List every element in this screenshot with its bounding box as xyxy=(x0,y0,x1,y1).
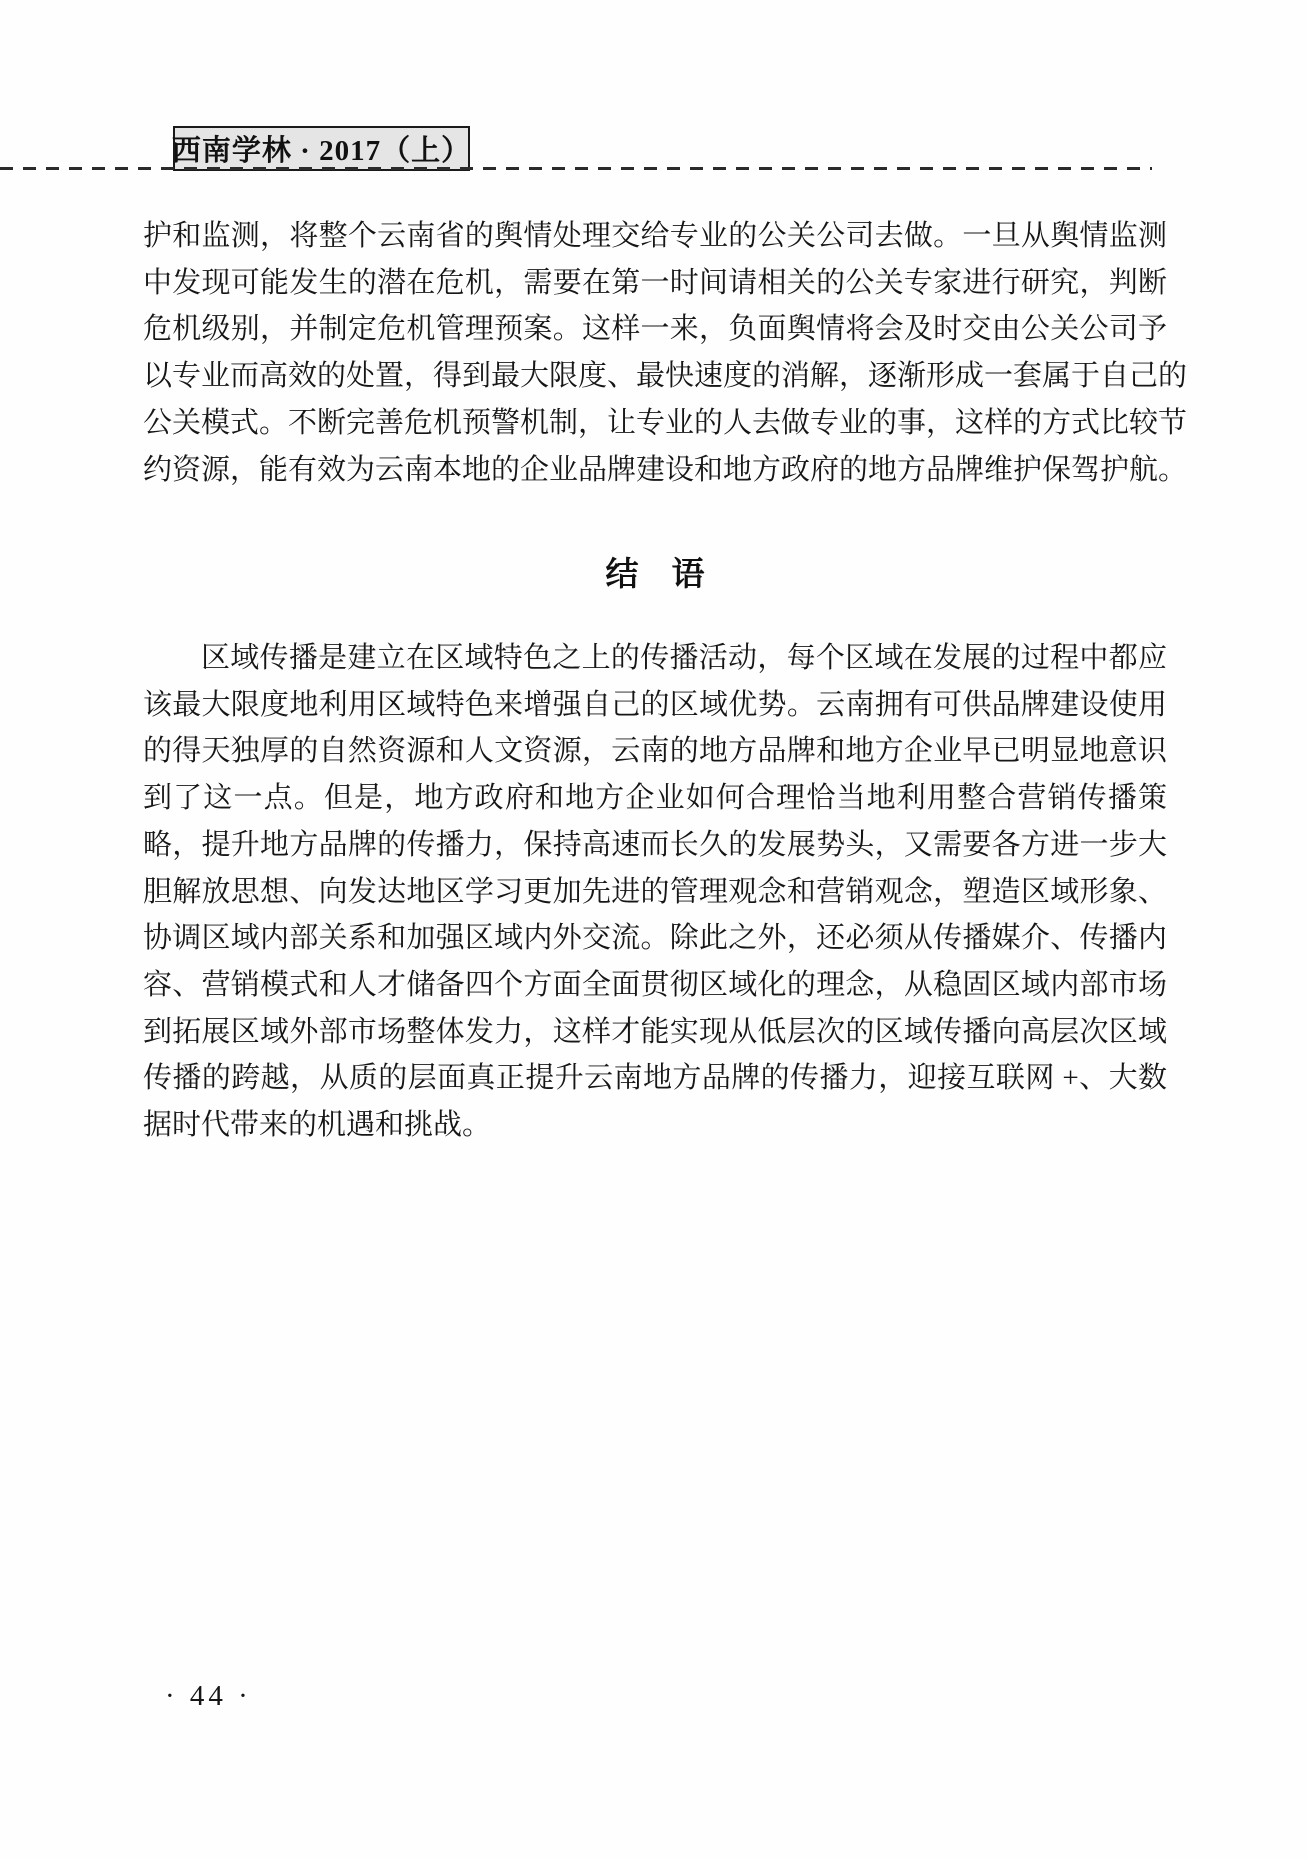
paragraph-continuation xyxy=(143,213,1188,493)
text-line: 危机级别，并制定危机管理预案。这样一来，负面舆情将会及时交由公关公司予 xyxy=(143,313,1167,346)
text-line: 胆解放思想、向发达地区学习更加先进的管理观念和营销观念，塑造区域形象、 xyxy=(143,875,1167,908)
journal-header-box xyxy=(173,126,470,171)
text-line: 公关模式。不断完善危机预警机制，让专业的人去做专业的事，这样的方式比较节 xyxy=(143,406,1188,439)
text-line: 据时代带来的机遇和挑战。 xyxy=(143,1109,492,1142)
text-line: 该最大限度地利用区域特色来增强自己的区域优势。云南拥有可供品牌建设使用 xyxy=(143,688,1167,721)
section-heading-conclusion: 结 语 xyxy=(605,557,705,593)
text-line: 略，提升地方品牌的传播力，保持高速而长久的发展势头，又需要各方进一步大 xyxy=(143,828,1167,861)
text-line: 到拓展区域外部市场整体发力，这样才能实现从低层次的区域传播向高层次区域 xyxy=(143,1015,1167,1048)
journal-title: 西南学林 · 2017（上） xyxy=(171,135,472,167)
text-line: 到了这一点。但是，地方政府和地方企业如何合理恰当地利用整合营销传播策 xyxy=(143,782,1167,815)
text-line: 中发现可能发生的潜在危机，需要在第一时间请相关的公关专家进行研究，判断 xyxy=(143,266,1167,299)
text-line: 协调区域内部关系和加强区域内外交流。除此之外，还必须从传播媒介、传播内 xyxy=(143,922,1167,955)
text-line: 的得天独厚的自然资源和人文资源，云南的地方品牌和地方企业早已明显地意识 xyxy=(143,735,1167,768)
text-line: 约资源，能有效为云南本地的企业品牌建设和地方政府的地方品牌维护保驾护航。 xyxy=(143,453,1188,486)
paragraph-conclusion xyxy=(143,635,1167,1149)
page-number: · 44 · xyxy=(165,1680,252,1712)
dashed-divider xyxy=(0,167,1152,170)
text-line: 以专业而高效的处置，得到最大限度、最快速度的消解，逐渐形成一套属于自己的 xyxy=(143,360,1188,393)
text-line: 护和监测，将整个云南省的舆情处理交给专业的公关公司去做。一旦从舆情监测 xyxy=(143,220,1167,252)
text-line: 传播的跨越，从质的层面真正提升云南地方品牌的传播力，迎接互联网 +、大数 xyxy=(143,1062,1167,1095)
text-line: 容、营销模式和人才储备四个方面全面贯彻区域化的理念，从稳固区域内部市场 xyxy=(143,968,1167,1001)
text-line: 区域传播是建立在区域特色之上的传播活动，每个区域在发展的过程中都应 xyxy=(201,642,1167,674)
